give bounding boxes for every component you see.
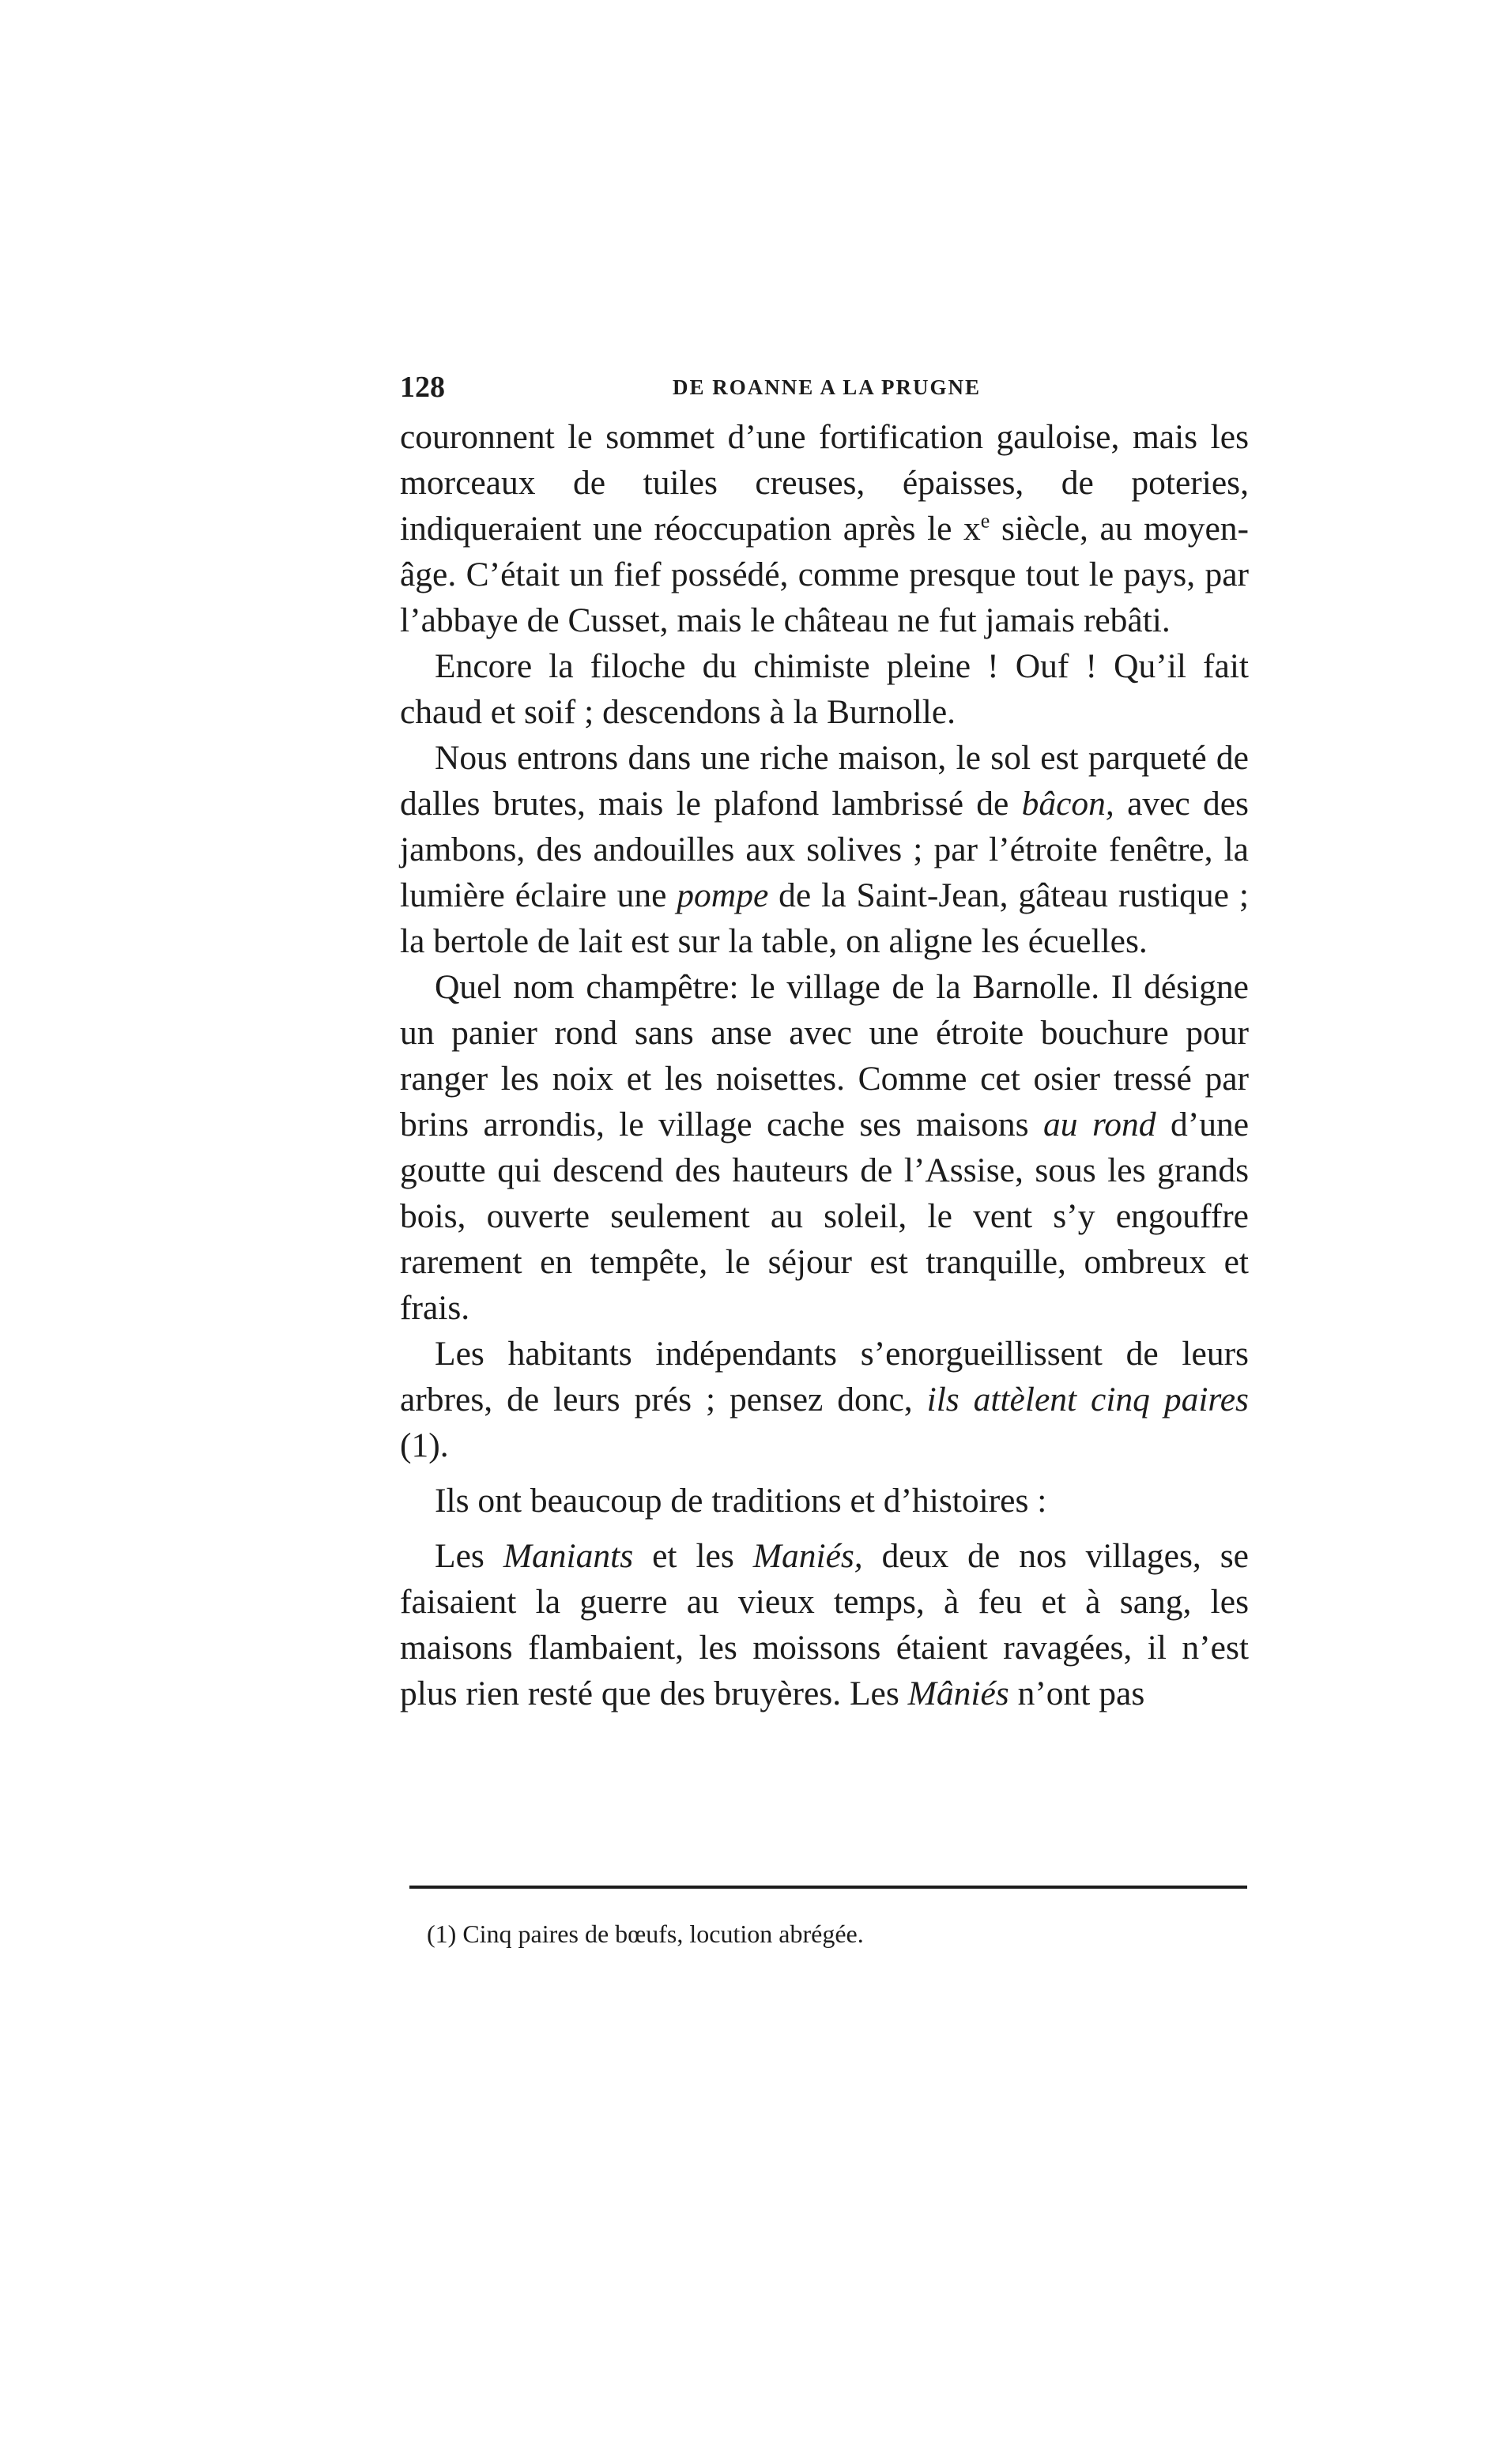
paragraph-3-text-a: Nous entrons dans une riche maison, le sol est parqueté de dalles brutes, mais le plafond lambrissé de — [400, 739, 1249, 823]
paragraph-5-italic-1: ils attèlent cinq paires — [926, 1381, 1249, 1418]
footnote-divider — [409, 1886, 1247, 1889]
paragraph-6-text: Ils ont beaucoup de traditions et d’histoires : — [435, 1482, 1047, 1520]
paragraph-5-text-b: (1). — [400, 1426, 449, 1464]
paragraph-7 — [400, 1533, 1249, 1716]
paragraph-2-text: Encore la filoche du chimiste pleine ! Ouf ! Qu’il fait chaud et soif ; descendons à la Burnolle. — [400, 647, 1249, 731]
running-title: DE ROANNE A LA PRUGNE — [672, 375, 982, 399]
paragraph-2 — [400, 643, 1249, 735]
paragraph-4-text-b: d’une goutte qui descend des hauteurs de l’Assise, sous les grands bois, ouverte seulement au soleil, le vent s’y engouffre rarement en tempête, le séjour est tranquille, ombreux et frais. — [400, 1106, 1249, 1327]
body-text — [400, 414, 1249, 1716]
paragraph-3-text-b: avec des jambons, des andouilles aux solives ; par l’étroite fenêtre, la lumière éclaire une — [400, 785, 1249, 914]
paragraph-7-text-b: et les — [633, 1537, 753, 1575]
paragraph-7-italic-2: Maniés, — [752, 1537, 863, 1575]
paragraph-7-text-c: deux de nos villages, se faisaient la guerre au vieux temps, à feu et à sang, les maisons flambaient, les moissons étaient ravagées, il n’est plus rien resté que des bruyères. Les — [400, 1537, 1249, 1712]
paragraph-6 — [400, 1478, 1249, 1524]
paragraph-5 — [400, 1331, 1249, 1468]
paragraph-7-italic-1: Maniants — [503, 1537, 634, 1575]
paragraph-4-italic-1: au rond — [1043, 1106, 1156, 1143]
paragraph-7-italic-3: Mâniés — [907, 1675, 1009, 1712]
paragraph-7-text-a: Les — [435, 1537, 503, 1575]
paragraph-1 — [400, 414, 1249, 643]
paragraph-4-text-a: Quel nom champêtre: le village de la Barnolle. Il désigne un panier rond sans anse avec une étroite bouchure pour ranger les noix et les noisettes. Comme cet osier tressé par brins arrondis, le village cache ses maisons — [400, 968, 1249, 1143]
paragraph-3 — [400, 735, 1249, 964]
paragraph-7-text-d: n’ont pas — [1009, 1675, 1145, 1712]
paragraph-1-text-a: couronnent le sommet d’une fortification gauloise, mais les morceaux de tuiles creuses, épaisses, de poteries, indiqueraient une réoccupation après le x — [400, 418, 1249, 548]
footnote: (1) Cinq paires de bœufs, locution abrégée. — [427, 1920, 864, 1948]
paragraph-3-italic-1: bâcon, — [1021, 785, 1114, 823]
paragraph-5-text-a: Les habitants indépendants s’enorgueillissent de leurs arbres, de leurs prés ; pensez donc, — [400, 1335, 1249, 1418]
paragraph-1-text-b: siècle, au moyen-âge. C’était un fief possédé, comme presque tout le pays, par l’abbaye de Cusset, mais le château ne fut jamais rebâti. — [400, 510, 1249, 639]
paragraph-3-text-c: de la Saint-Jean, gâteau rustique ; la bertole de lait est sur la table, on aligne les écuelles. — [400, 876, 1249, 960]
page-header — [400, 365, 1254, 409]
century-superscript: e — [980, 509, 990, 533]
page-number: 128 — [400, 371, 445, 404]
paragraph-4 — [400, 964, 1249, 1331]
paragraph-3-italic-2: pompe — [677, 876, 769, 914]
